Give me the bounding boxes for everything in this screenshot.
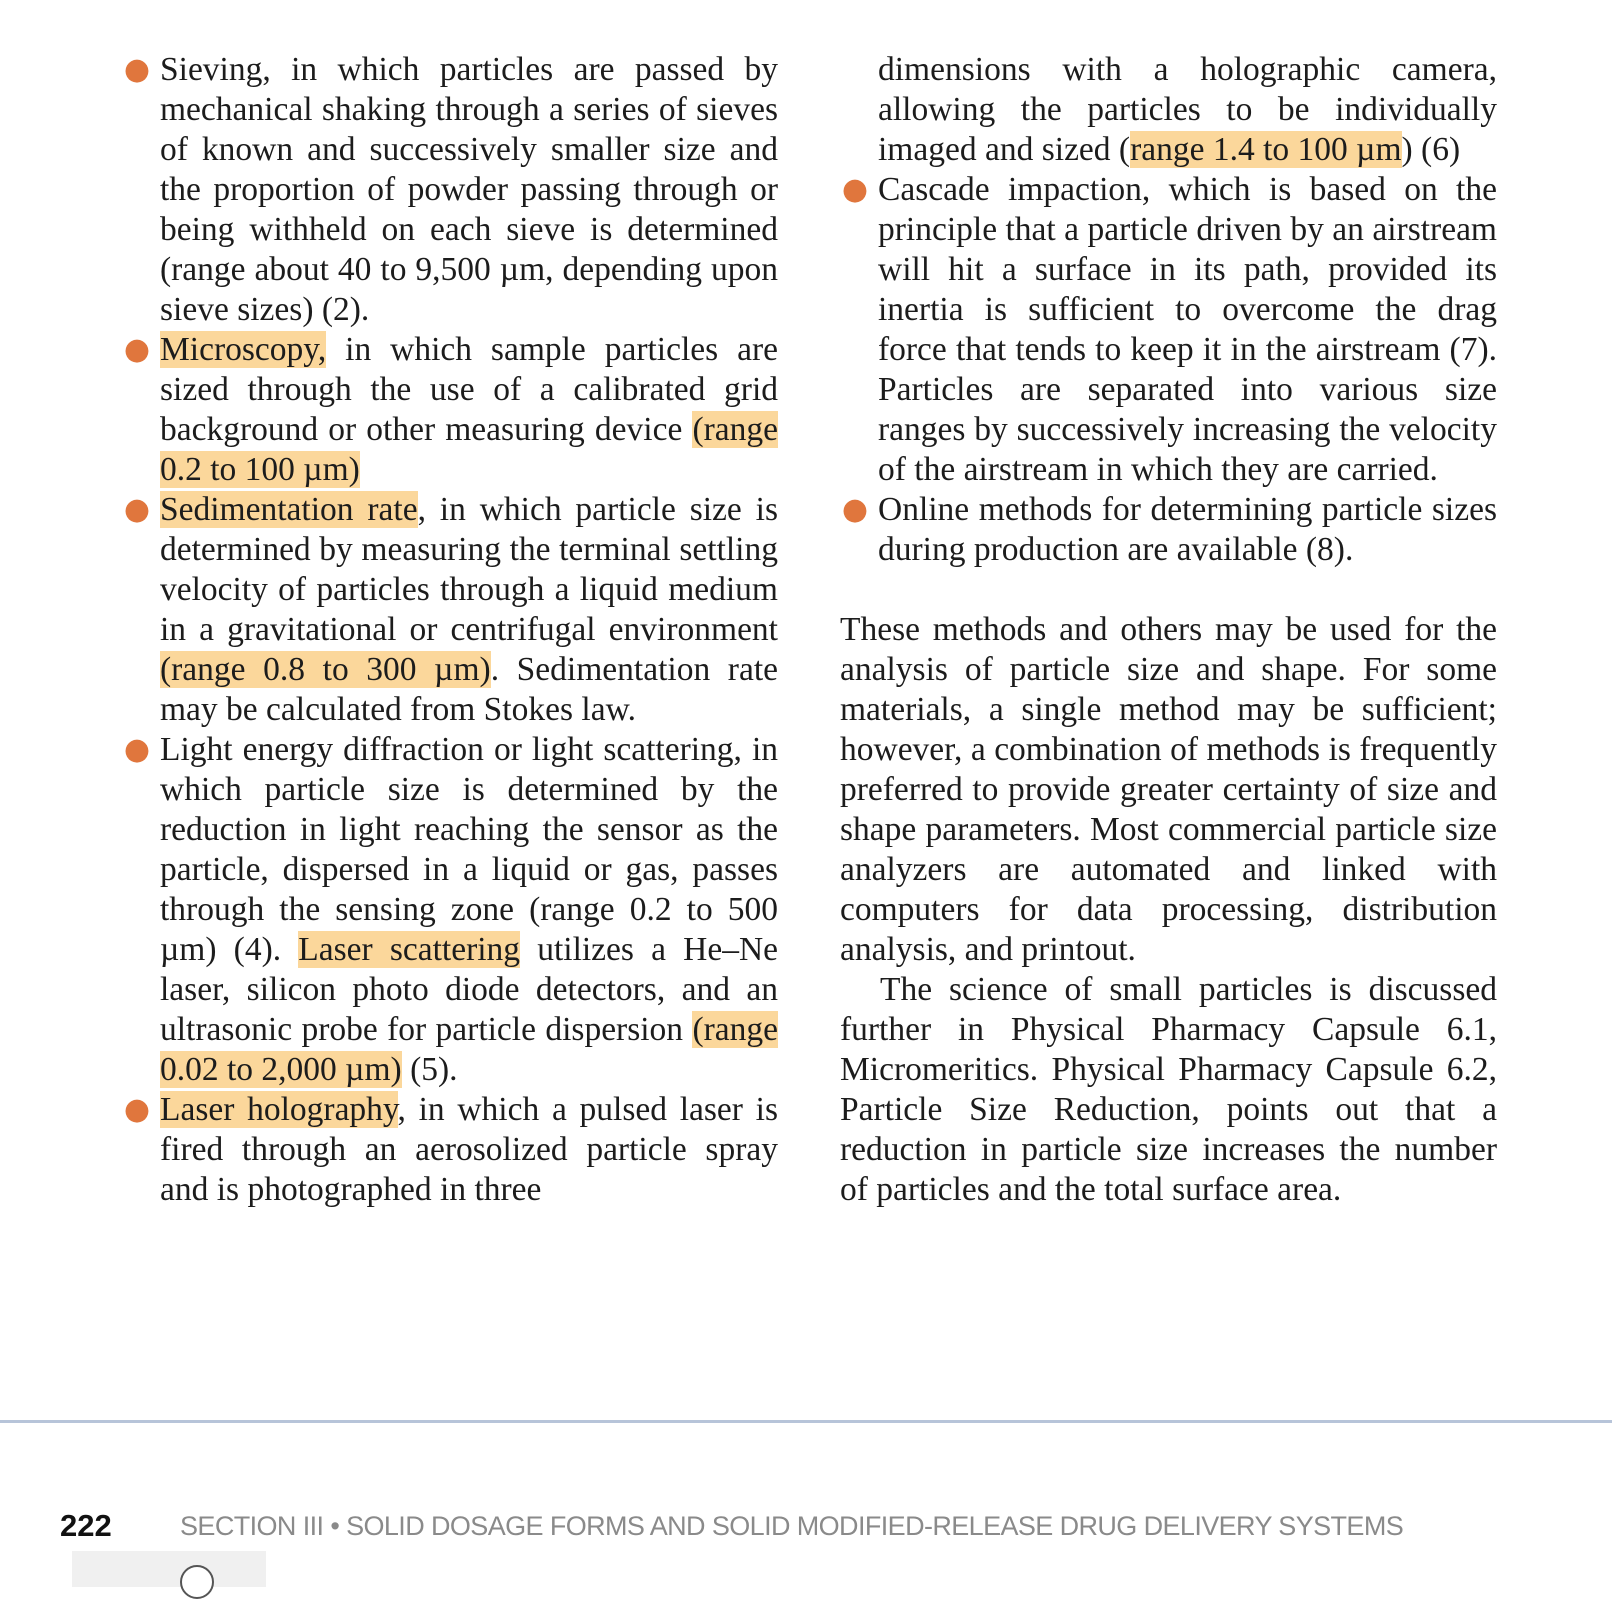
bullet-text: . Sedimentation rate may be calculated from Stokes law. (160, 651, 779, 728)
bullet-dot-icon: ● (841, 492, 869, 527)
running-head: SECTION III • SOLID DOSAGE FORMS AND SOLID MODIFIED-RELEASE DRUG DELIVERY SYSTEMS (180, 1511, 1404, 1541)
bullet-text: Online methods for determining particle sizes during production are available (8). (878, 491, 1497, 568)
right-column (840, 50, 1497, 1210)
bullet-dot-icon: ● (123, 332, 151, 367)
right-bullet-list (840, 50, 1497, 570)
corner-thumbnail (72, 1551, 266, 1587)
bullet-item-sieving (123, 50, 778, 330)
bullet-item-microscopy (123, 330, 778, 490)
highlighted-text: (range 0.8 to 300 µm) (160, 651, 491, 688)
bullet-text: (5). (401, 1051, 458, 1088)
bullet-dot-icon: ● (123, 492, 151, 527)
bullet-dot-icon: ● (841, 172, 869, 207)
bullet-text: dimensions with a holographic camera, allowing the particles to be individually imaged and sized ( (878, 51, 1497, 168)
bullet-item-sedimentation (123, 490, 779, 730)
highlighted-text: (range 0.2 to 100 µm) (160, 411, 778, 488)
left-column (123, 50, 779, 1210)
bullet-continuation (878, 50, 1497, 170)
paragraph-spacer (840, 570, 1497, 610)
highlighted-text: Sedimentation rate (160, 491, 418, 528)
bullet-text: Sieving, in which particles are passed by mechanical shaking through a series of sieves of known and successively smaller size and the proportion of powder passing through or being withheld on each sieve is determined (range about 40 to 9,500 µm, depending upon sieve sizes) (2). (160, 51, 778, 328)
body-paragraph: These methods and others may be used for the analysis of particle size and shape. For some materials, a single method may be sufficient; however, a combination of methods is frequently preferred to provide greater certainty of size and shape parameters. Most commercial particle size analyzers are automated and linked with computers for data processing, distribution analysis, and printout. (840, 611, 1497, 968)
bullet-item-light-diffraction (123, 730, 779, 1090)
corner-knob-icon (180, 1565, 214, 1599)
bullet-item-online-methods (841, 490, 1497, 570)
bullet-item-laser-holography (123, 1090, 778, 1210)
bullet-text: , in which a pulsed laser is fired through an aerosolized particle spray and is photographed in three (160, 1091, 778, 1208)
highlighted-text: Laser holography (160, 1091, 398, 1128)
bullet-text: Cascade impaction, which is based on the principle that a particle driven by an airstream will hit a surface in its path, provided its inertia is sufficient to overcome the drag force that tends to keep it in the airstream (7). Particles are separated into various size ranges by successively increasing the velocity of the airstream in which they are carried. (878, 171, 1497, 488)
bullet-dot-icon: ● (123, 52, 151, 87)
footer-divider (0, 1420, 1612, 1423)
bullet-text: Light energy diffraction or light scattering, in which particle size is determined by the reduction in light reaching the sensor as the particle, dispersed in a liquid or gas, passes through the sensing zone (range 0.2 to 500 µm) (4). (160, 731, 778, 968)
highlighted-text: Laser scattering (298, 931, 521, 968)
bullet-dot-icon: ● (123, 1092, 151, 1127)
page-footer (0, 1506, 1612, 1546)
bullet-text: , in which particle size is determined by measuring the terminal settling velocity of particles through a liquid medium in a gravitational or centrifugal environment (160, 491, 778, 648)
body-paragraph: The science of small particles is discussed further in Physical Pharmacy Capsule 6.1, Micromeritics. Physical Pharmacy Capsule 6.2, Particle Size Reduction, points out that a reduction in particle size increases the number of particles and the total surface area. (840, 971, 1497, 1208)
highlighted-text: (range 0.02 to 2,000 µm) (160, 1011, 778, 1088)
bullet-text: in which sample particles are sized through the use of a calibrated grid background or other measuring device (160, 331, 778, 448)
highlighted-text: Microscopy, (160, 331, 327, 368)
bullet-text: utilizes a He–Ne laser, silicon photo diode detectors, and an ultrasonic probe for particle dispersion (160, 931, 779, 1048)
highlighted-text: range 1.4 to 100 µm (1130, 131, 1402, 168)
bullet-dot-icon: ● (123, 732, 151, 767)
bullet-text: ) (6) (1401, 131, 1461, 168)
page-number: 222 (60, 1508, 112, 1543)
bullet-item-cascade-impaction (841, 170, 1497, 490)
